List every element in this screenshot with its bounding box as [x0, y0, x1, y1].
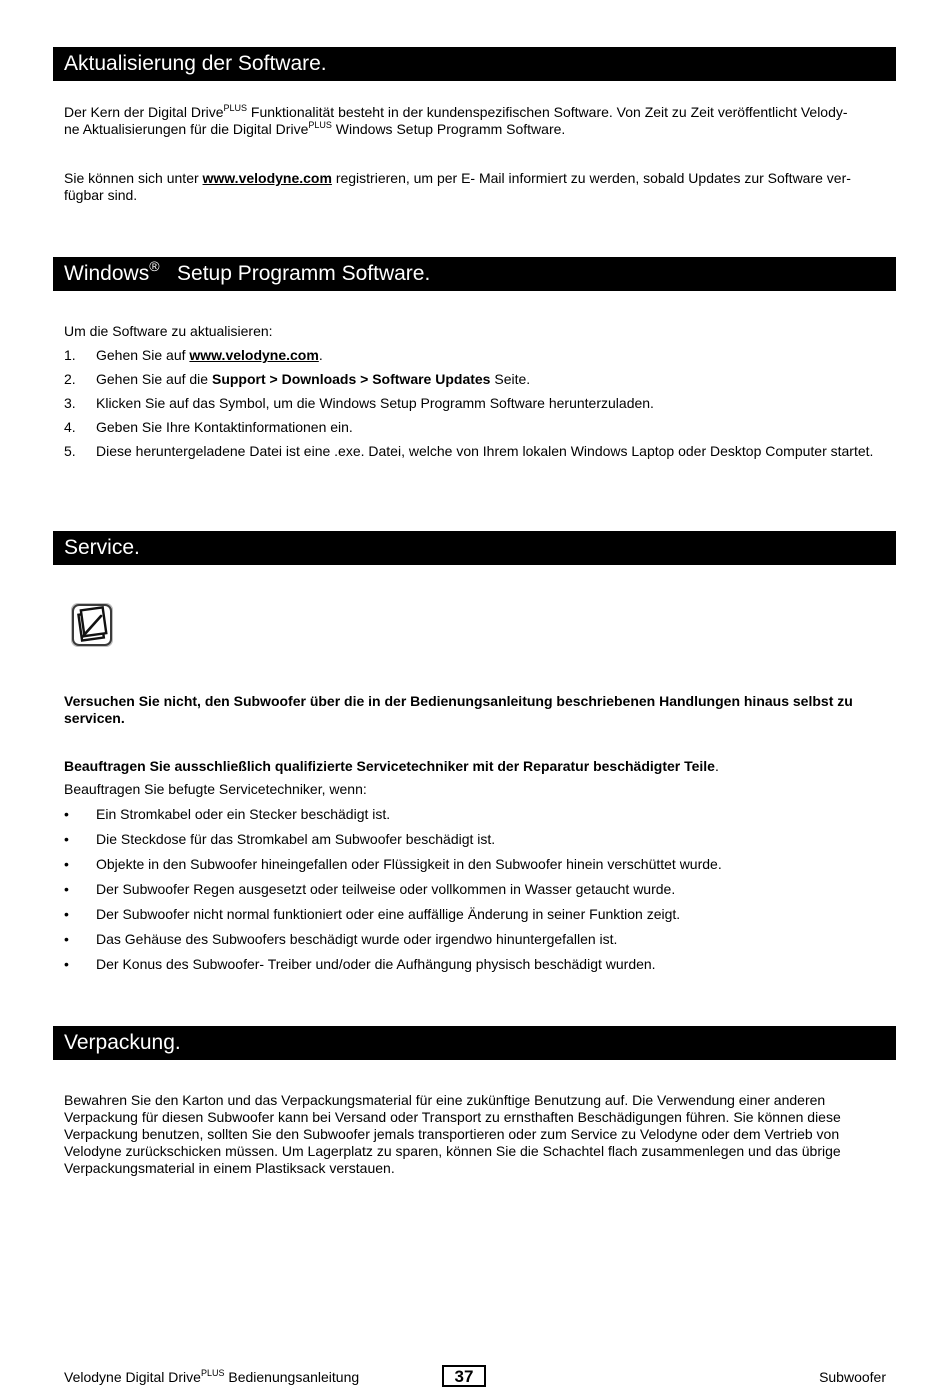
- service-instruction: Beauftragen Sie ausschließlich qualifizierte Servicetechniker mit der Reparatur beschädigter Teile.: [64, 758, 719, 774]
- section-header-service: [53, 531, 896, 565]
- footer-category: Subwoofer: [819, 1369, 886, 1385]
- velodyne-link[interactable]: www.velodyne.com: [189, 347, 319, 363]
- footer-title: Velodyne Digital Drive$^{PLUS}$ Bedienungsanleitung: [64, 1368, 360, 1385]
- section-title: Aktualisierung der Software.: [64, 52, 327, 75]
- section-title: Service.: [64, 536, 140, 559]
- page-number: 37: [442, 1365, 486, 1387]
- section-header-windows-setup: Windows® Setup Programm Software.: [53, 257, 896, 291]
- section-header-software-update: [53, 47, 896, 81]
- service-lead: Beauftragen Sie befugte Servicetechniker, wenn:: [64, 781, 367, 797]
- section-header-packaging: [53, 1026, 896, 1060]
- velodyne-link[interactable]: www.velodyne.com: [202, 170, 332, 186]
- section-title: Verpackung.: [64, 1031, 181, 1054]
- paragraph-packaging: Bewahren Sie den Karton und das Verpackungsmaterial für eine zukünftige Benutzung auf. Die Verwendung einer anderen Verpackung für diesen Subwoofer kann bei Versand oder Transport zu ernsthaften Beschädigungen führen. Sie können diese Verpackung benutzen, sollten Sie den Subwoofer jemals transportieren oder zum Service zu Velodyne oder dem Vertrieb von Velodyne zurückschicken müssen. Um Lagerplatz zu sparen, können Sie die Schachtel flach zusammenlegen und das übrige Verpackungsmaterial in einem Plastiksack verstauen.: [64, 1092, 841, 1176]
- service-warning: Versuchen Sie nicht, den Subwoofer über die in der Bedienungsanleitung beschriebenen Handlungen hinaus selbst zu servicen.: [64, 693, 853, 726]
- service-manual-icon: [69, 601, 115, 649]
- steps-intro: Um die Software zu aktualisieren:: [64, 323, 273, 339]
- registered-mark: ®: [149, 258, 160, 274]
- paragraph-register: Sie können sich unter www.velodyne.com registrieren, um per E- Mail informiert zu werden, sobald Updates zur Software ver- fügbar sind.: [64, 170, 851, 203]
- paragraph-core-software: Der Kern der Digital Drive$^{PLUS}$ Funktionalität besteht in der kundenspezifischen Software. Von Zeit zu Zeit veröffentlicht Velody- ne Aktualisierungen für die Digital Drive$^{PLUS}$ Windows Setup Programm Software.: [64, 103, 848, 137]
